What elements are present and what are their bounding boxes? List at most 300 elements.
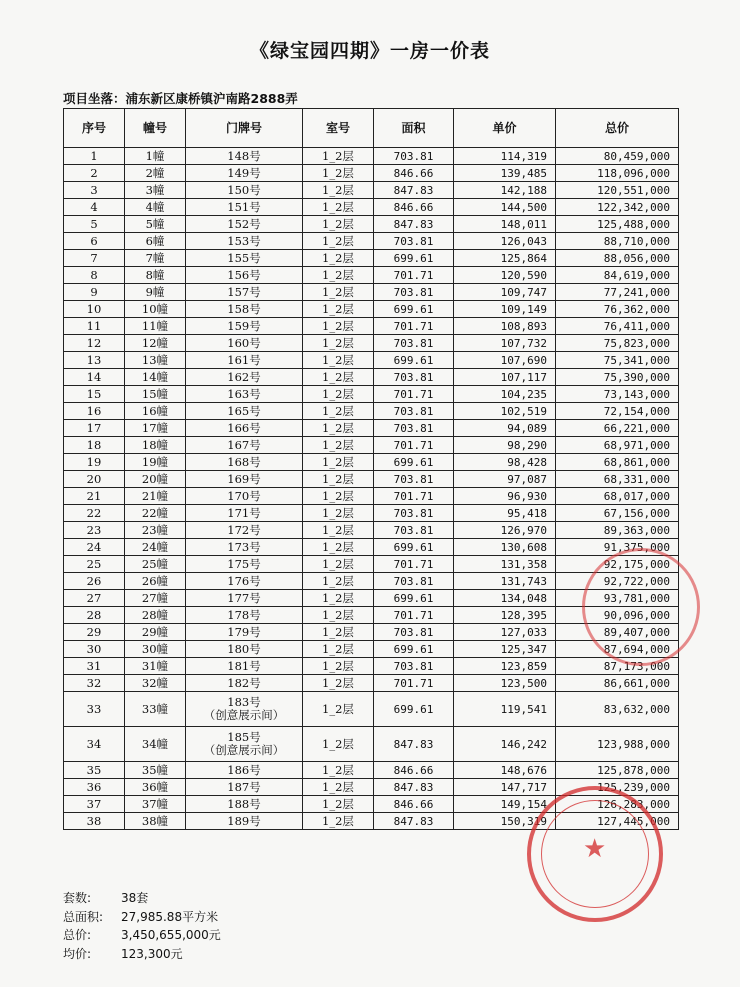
building-number: 16幢 bbox=[125, 403, 186, 420]
door-number: 158号 bbox=[186, 301, 303, 318]
total-price: 90,096,000 bbox=[556, 607, 679, 624]
unit-price: 102,519 bbox=[454, 403, 556, 420]
room-number: 1_2层 bbox=[303, 556, 374, 573]
total-price: 72,154,000 bbox=[556, 403, 679, 420]
room-number: 1_2层 bbox=[303, 727, 374, 762]
room-number: 1_2层 bbox=[303, 658, 374, 675]
building-number: 23幢 bbox=[125, 522, 186, 539]
table-row bbox=[64, 250, 679, 267]
door-number: 181号 bbox=[186, 658, 303, 675]
area: 701.71 bbox=[374, 437, 454, 454]
total-price: 68,861,000 bbox=[556, 454, 679, 471]
room-number: 1_2层 bbox=[303, 182, 374, 199]
row-number: 13 bbox=[64, 352, 125, 369]
building-number: 38幢 bbox=[125, 813, 186, 830]
room-number: 1_2层 bbox=[303, 437, 374, 454]
total-price: 93,781,000 bbox=[556, 590, 679, 607]
area: 703.81 bbox=[374, 522, 454, 539]
area: 699.61 bbox=[374, 250, 454, 267]
unit-price: 131,358 bbox=[454, 556, 556, 573]
row-number: 22 bbox=[64, 505, 125, 522]
area: 699.61 bbox=[374, 301, 454, 318]
room-number: 1_2层 bbox=[303, 352, 374, 369]
area: 846.66 bbox=[374, 165, 454, 182]
door-number: 149号 bbox=[186, 165, 303, 182]
building-number: 11幢 bbox=[125, 318, 186, 335]
unit-price: 131,743 bbox=[454, 573, 556, 590]
room-number: 1_2层 bbox=[303, 403, 374, 420]
total-price: 89,363,000 bbox=[556, 522, 679, 539]
unit-price: 96,930 bbox=[454, 488, 556, 505]
unit-price: 123,500 bbox=[454, 675, 556, 692]
table-row bbox=[64, 165, 679, 182]
door-number: 161号 bbox=[186, 352, 303, 369]
door-number: 148号 bbox=[186, 148, 303, 165]
row-number: 4 bbox=[64, 199, 125, 216]
row-number: 26 bbox=[64, 573, 125, 590]
building-number: 8幢 bbox=[125, 267, 186, 284]
area: 846.66 bbox=[374, 762, 454, 779]
row-number: 35 bbox=[64, 762, 125, 779]
room-number: 1_2层 bbox=[303, 762, 374, 779]
row-number: 7 bbox=[64, 250, 125, 267]
total-price: 92,175,000 bbox=[556, 556, 679, 573]
area: 847.83 bbox=[374, 182, 454, 199]
area: 701.71 bbox=[374, 488, 454, 505]
row-number: 36 bbox=[64, 779, 125, 796]
row-number: 20 bbox=[64, 471, 125, 488]
header-building: 幢号 bbox=[125, 109, 186, 148]
unit-price: 107,117 bbox=[454, 369, 556, 386]
unit-price: 130,608 bbox=[454, 539, 556, 556]
door-number: 172号 bbox=[186, 522, 303, 539]
summary-label: 套数: bbox=[63, 891, 92, 905]
unit-price: 107,732 bbox=[454, 335, 556, 352]
row-number: 5 bbox=[64, 216, 125, 233]
door-number: 153号 bbox=[186, 233, 303, 250]
table-row bbox=[64, 403, 679, 420]
table-row bbox=[64, 488, 679, 505]
unit-price: 98,428 bbox=[454, 454, 556, 471]
unit-price: 127,033 bbox=[454, 624, 556, 641]
area: 703.81 bbox=[374, 284, 454, 301]
unit-price: 98,290 bbox=[454, 437, 556, 454]
total-price: 75,341,000 bbox=[556, 352, 679, 369]
door-number bbox=[186, 692, 303, 727]
total-price: 88,056,000 bbox=[556, 250, 679, 267]
unit-price: 126,970 bbox=[454, 522, 556, 539]
unit-price: 147,717 bbox=[454, 779, 556, 796]
area: 703.81 bbox=[374, 148, 454, 165]
row-number: 19 bbox=[64, 454, 125, 471]
header-unit-price: 单价 bbox=[454, 109, 556, 148]
room-number: 1_2层 bbox=[303, 420, 374, 437]
area: 847.83 bbox=[374, 727, 454, 762]
room-number: 1_2层 bbox=[303, 199, 374, 216]
building-number: 1幢 bbox=[125, 148, 186, 165]
total-price: 68,971,000 bbox=[556, 437, 679, 454]
building-number: 7幢 bbox=[125, 250, 186, 267]
table-row bbox=[64, 573, 679, 590]
area: 699.61 bbox=[374, 352, 454, 369]
row-number: 21 bbox=[64, 488, 125, 505]
unit-price: 97,087 bbox=[454, 471, 556, 488]
unit-price: 142,188 bbox=[454, 182, 556, 199]
room-number: 1_2层 bbox=[303, 148, 374, 165]
room-number: 1_2层 bbox=[303, 675, 374, 692]
building-number: 14幢 bbox=[125, 369, 186, 386]
door-number: 189号 bbox=[186, 813, 303, 830]
table-row bbox=[64, 335, 679, 352]
table-row bbox=[64, 216, 679, 233]
table-row bbox=[64, 386, 679, 403]
room-number: 1_2层 bbox=[303, 813, 374, 830]
door-number: 157号 bbox=[186, 284, 303, 301]
document-title: 《绿宝园四期》一房一价表 bbox=[249, 40, 490, 62]
row-number: 33 bbox=[64, 692, 125, 727]
unit-price: 144,500 bbox=[454, 199, 556, 216]
building-number: 13幢 bbox=[125, 352, 186, 369]
summary-label: 均价: bbox=[63, 946, 92, 961]
total-price: 68,331,000 bbox=[556, 471, 679, 488]
door-number: 169号 bbox=[186, 471, 303, 488]
table-row bbox=[64, 779, 679, 796]
room-number: 1_2层 bbox=[303, 573, 374, 590]
unit-price: 109,747 bbox=[454, 284, 556, 301]
area: 699.61 bbox=[374, 590, 454, 607]
row-number: 14 bbox=[64, 369, 125, 386]
row-number: 9 bbox=[64, 284, 125, 301]
row-number: 6 bbox=[64, 233, 125, 250]
building-number: 10幢 bbox=[125, 301, 186, 318]
area: 701.71 bbox=[374, 556, 454, 573]
summary-label: 总面积: bbox=[63, 909, 104, 924]
building-number: 33幢 bbox=[125, 692, 186, 727]
unit-price: 94,089 bbox=[454, 420, 556, 437]
door-number: 151号 bbox=[186, 199, 303, 216]
table-row bbox=[64, 539, 679, 556]
table-row bbox=[64, 692, 679, 727]
room-number: 1_2层 bbox=[303, 284, 374, 301]
row-number: 34 bbox=[64, 727, 125, 762]
table-row bbox=[64, 641, 679, 658]
room-number: 1_2层 bbox=[303, 641, 374, 658]
unit-price: 119,541 bbox=[454, 692, 556, 727]
door-number: 176号 bbox=[186, 573, 303, 590]
unit-price: 107,690 bbox=[454, 352, 556, 369]
total-price: 125,239,000 bbox=[556, 779, 679, 796]
area: 703.81 bbox=[374, 335, 454, 352]
area: 847.83 bbox=[374, 813, 454, 830]
summary bbox=[63, 889, 221, 963]
total-price: 127,445,000 bbox=[556, 813, 679, 830]
row-number: 28 bbox=[64, 607, 125, 624]
table-row bbox=[64, 437, 679, 454]
table-row bbox=[64, 182, 679, 199]
building-number: 5幢 bbox=[125, 216, 186, 233]
row-number: 23 bbox=[64, 522, 125, 539]
area: 701.71 bbox=[374, 318, 454, 335]
door-number: 159号 bbox=[186, 318, 303, 335]
table-row bbox=[64, 233, 679, 250]
door-number: 186号 bbox=[186, 762, 303, 779]
building-number: 28幢 bbox=[125, 607, 186, 624]
door-number: 175号 bbox=[186, 556, 303, 573]
room-number: 1_2层 bbox=[303, 335, 374, 352]
room-number: 1_2层 bbox=[303, 267, 374, 284]
unit-price: 128,395 bbox=[454, 607, 556, 624]
door-number bbox=[186, 727, 303, 762]
area: 699.61 bbox=[374, 539, 454, 556]
summary-label: 总价: bbox=[63, 928, 92, 942]
building-number: 25幢 bbox=[125, 556, 186, 573]
door-number: 182号 bbox=[186, 675, 303, 692]
area: 847.83 bbox=[374, 216, 454, 233]
door-number: 165号 bbox=[186, 403, 303, 420]
building-number: 6幢 bbox=[125, 233, 186, 250]
table-row bbox=[64, 284, 679, 301]
area: 847.83 bbox=[374, 779, 454, 796]
row-number: 24 bbox=[64, 539, 125, 556]
table-row bbox=[64, 607, 679, 624]
header-door: 门牌号 bbox=[186, 109, 303, 148]
door-number: 152号 bbox=[186, 216, 303, 233]
area: 701.71 bbox=[374, 267, 454, 284]
room-number: 1_2层 bbox=[303, 624, 374, 641]
room-number: 1_2层 bbox=[303, 488, 374, 505]
room-number: 1_2层 bbox=[303, 233, 374, 250]
unit-price: 134,048 bbox=[454, 590, 556, 607]
building-number: 3幢 bbox=[125, 182, 186, 199]
unit-price: 120,590 bbox=[454, 267, 556, 284]
room-number: 1_2层 bbox=[303, 692, 374, 727]
table-row bbox=[64, 505, 679, 522]
row-number: 10 bbox=[64, 301, 125, 318]
unit-price: 125,347 bbox=[454, 641, 556, 658]
total-price: 91,375,000 bbox=[556, 539, 679, 556]
table-header-row bbox=[64, 109, 679, 148]
door-number: 171号 bbox=[186, 505, 303, 522]
building-number: 22幢 bbox=[125, 505, 186, 522]
door-number-text: 185号 bbox=[227, 730, 261, 744]
building-number: 24幢 bbox=[125, 539, 186, 556]
building-number: 9幢 bbox=[125, 284, 186, 301]
total-price: 75,823,000 bbox=[556, 335, 679, 352]
door-number: 177号 bbox=[186, 590, 303, 607]
total-price: 77,241,000 bbox=[556, 284, 679, 301]
unit-price: 139,485 bbox=[454, 165, 556, 182]
table-row bbox=[64, 318, 679, 335]
area: 701.71 bbox=[374, 675, 454, 692]
room-number: 1_2层 bbox=[303, 796, 374, 813]
area: 699.61 bbox=[374, 692, 454, 727]
total-price: 67,156,000 bbox=[556, 505, 679, 522]
unit-price: 126,043 bbox=[454, 233, 556, 250]
total-price: 80,459,000 bbox=[556, 148, 679, 165]
summary-value: 38套 bbox=[121, 891, 149, 905]
header-room: 室号 bbox=[303, 109, 374, 148]
room-number: 1_2层 bbox=[303, 607, 374, 624]
building-number: 34幢 bbox=[125, 727, 186, 762]
table-row bbox=[64, 369, 679, 386]
room-number: 1_2层 bbox=[303, 779, 374, 796]
building-number: 35幢 bbox=[125, 762, 186, 779]
building-number: 2幢 bbox=[125, 165, 186, 182]
door-number: 180号 bbox=[186, 641, 303, 658]
building-number: 31幢 bbox=[125, 658, 186, 675]
table-row bbox=[64, 352, 679, 369]
building-number: 15幢 bbox=[125, 386, 186, 403]
area: 846.66 bbox=[374, 796, 454, 813]
unit-price: 109,149 bbox=[454, 301, 556, 318]
building-number: 12幢 bbox=[125, 335, 186, 352]
total-price: 92,722,000 bbox=[556, 573, 679, 590]
row-number: 11 bbox=[64, 318, 125, 335]
total-price: 123,988,000 bbox=[556, 727, 679, 762]
row-number: 17 bbox=[64, 420, 125, 437]
unit-price: 125,864 bbox=[454, 250, 556, 267]
room-number: 1_2层 bbox=[303, 471, 374, 488]
door-number: 178号 bbox=[186, 607, 303, 624]
summary-row bbox=[63, 889, 221, 908]
table-row bbox=[64, 762, 679, 779]
summary-value: 123,300元 bbox=[121, 946, 183, 961]
table-row bbox=[64, 267, 679, 284]
table-row bbox=[64, 471, 679, 488]
total-price: 83,632,000 bbox=[556, 692, 679, 727]
header-area: 面积 bbox=[374, 109, 454, 148]
row-number: 25 bbox=[64, 556, 125, 573]
area: 699.61 bbox=[374, 454, 454, 471]
row-number: 15 bbox=[64, 386, 125, 403]
room-number: 1_2层 bbox=[303, 165, 374, 182]
building-number: 36幢 bbox=[125, 779, 186, 796]
row-number: 38 bbox=[64, 813, 125, 830]
building-number: 4幢 bbox=[125, 199, 186, 216]
total-price: 125,488,000 bbox=[556, 216, 679, 233]
seal-star-icon: ★ bbox=[583, 834, 607, 864]
building-number: 37幢 bbox=[125, 796, 186, 813]
room-number: 1_2层 bbox=[303, 318, 374, 335]
door-number: 168号 bbox=[186, 454, 303, 471]
row-number: 1 bbox=[64, 148, 125, 165]
row-number: 32 bbox=[64, 675, 125, 692]
table-row bbox=[64, 727, 679, 762]
door-number: 160号 bbox=[186, 335, 303, 352]
area: 701.71 bbox=[374, 607, 454, 624]
area: 701.71 bbox=[374, 386, 454, 403]
row-number: 30 bbox=[64, 641, 125, 658]
door-number: 162号 bbox=[186, 369, 303, 386]
room-number: 1_2层 bbox=[303, 454, 374, 471]
total-price: 118,096,000 bbox=[556, 165, 679, 182]
door-number-text: 183号 bbox=[227, 695, 261, 709]
table-body bbox=[64, 148, 679, 830]
row-number: 16 bbox=[64, 403, 125, 420]
price-table bbox=[63, 108, 679, 830]
area: 703.81 bbox=[374, 658, 454, 675]
door-number: 167号 bbox=[186, 437, 303, 454]
row-number: 12 bbox=[64, 335, 125, 352]
row-number: 18 bbox=[64, 437, 125, 454]
room-number: 1_2层 bbox=[303, 590, 374, 607]
door-note: （创意展示间） bbox=[203, 708, 285, 722]
room-number: 1_2层 bbox=[303, 301, 374, 318]
area: 703.81 bbox=[374, 403, 454, 420]
table-row bbox=[64, 199, 679, 216]
total-price: 68,017,000 bbox=[556, 488, 679, 505]
unit-price: 114,319 bbox=[454, 148, 556, 165]
unit-price: 150,319 bbox=[454, 813, 556, 830]
table-row bbox=[64, 813, 679, 830]
row-number: 37 bbox=[64, 796, 125, 813]
total-price: 84,619,000 bbox=[556, 267, 679, 284]
unit-price: 123,859 bbox=[454, 658, 556, 675]
summary-value: 27,985.88平方米 bbox=[121, 909, 219, 924]
unit-price: 146,242 bbox=[454, 727, 556, 762]
door-number: 173号 bbox=[186, 539, 303, 556]
total-price: 86,661,000 bbox=[556, 675, 679, 692]
room-number: 1_2层 bbox=[303, 216, 374, 233]
total-price: 75,390,000 bbox=[556, 369, 679, 386]
table-row bbox=[64, 556, 679, 573]
summary-row bbox=[63, 926, 221, 945]
door-number: 170号 bbox=[186, 488, 303, 505]
summary-value: 3,450,655,000元 bbox=[121, 928, 221, 942]
unit-price: 104,235 bbox=[454, 386, 556, 403]
unit-price: 95,418 bbox=[454, 505, 556, 522]
total-price: 76,411,000 bbox=[556, 318, 679, 335]
table-row bbox=[64, 522, 679, 539]
door-number: 188号 bbox=[186, 796, 303, 813]
building-number: 27幢 bbox=[125, 590, 186, 607]
row-number: 31 bbox=[64, 658, 125, 675]
door-number: 155号 bbox=[186, 250, 303, 267]
total-price: 89,407,000 bbox=[556, 624, 679, 641]
total-price: 66,221,000 bbox=[556, 420, 679, 437]
room-number: 1_2层 bbox=[303, 522, 374, 539]
row-number: 8 bbox=[64, 267, 125, 284]
total-price: 76,362,000 bbox=[556, 301, 679, 318]
table-row bbox=[64, 658, 679, 675]
unit-price: 108,893 bbox=[454, 318, 556, 335]
table-row bbox=[64, 454, 679, 471]
building-number: 32幢 bbox=[125, 675, 186, 692]
header-no: 序号 bbox=[64, 109, 125, 148]
table-row bbox=[64, 624, 679, 641]
summary-row bbox=[63, 908, 221, 927]
total-price: 73,143,000 bbox=[556, 386, 679, 403]
row-number: 27 bbox=[64, 590, 125, 607]
area: 703.81 bbox=[374, 505, 454, 522]
door-number: 179号 bbox=[186, 624, 303, 641]
unit-price: 148,676 bbox=[454, 762, 556, 779]
total-price: 122,342,000 bbox=[556, 199, 679, 216]
summary-row bbox=[63, 945, 221, 964]
area: 846.66 bbox=[374, 199, 454, 216]
building-number: 17幢 bbox=[125, 420, 186, 437]
table-row bbox=[64, 301, 679, 318]
area: 703.81 bbox=[374, 573, 454, 590]
total-price: 87,694,000 bbox=[556, 641, 679, 658]
table-row bbox=[64, 420, 679, 437]
project-location: 项目坐落：浦东新区康桥镇沪南路2888弄 bbox=[63, 91, 298, 106]
area: 699.61 bbox=[374, 641, 454, 658]
room-number: 1_2层 bbox=[303, 386, 374, 403]
total-price: 87,173,000 bbox=[556, 658, 679, 675]
room-number: 1_2层 bbox=[303, 505, 374, 522]
total-price: 120,551,000 bbox=[556, 182, 679, 199]
